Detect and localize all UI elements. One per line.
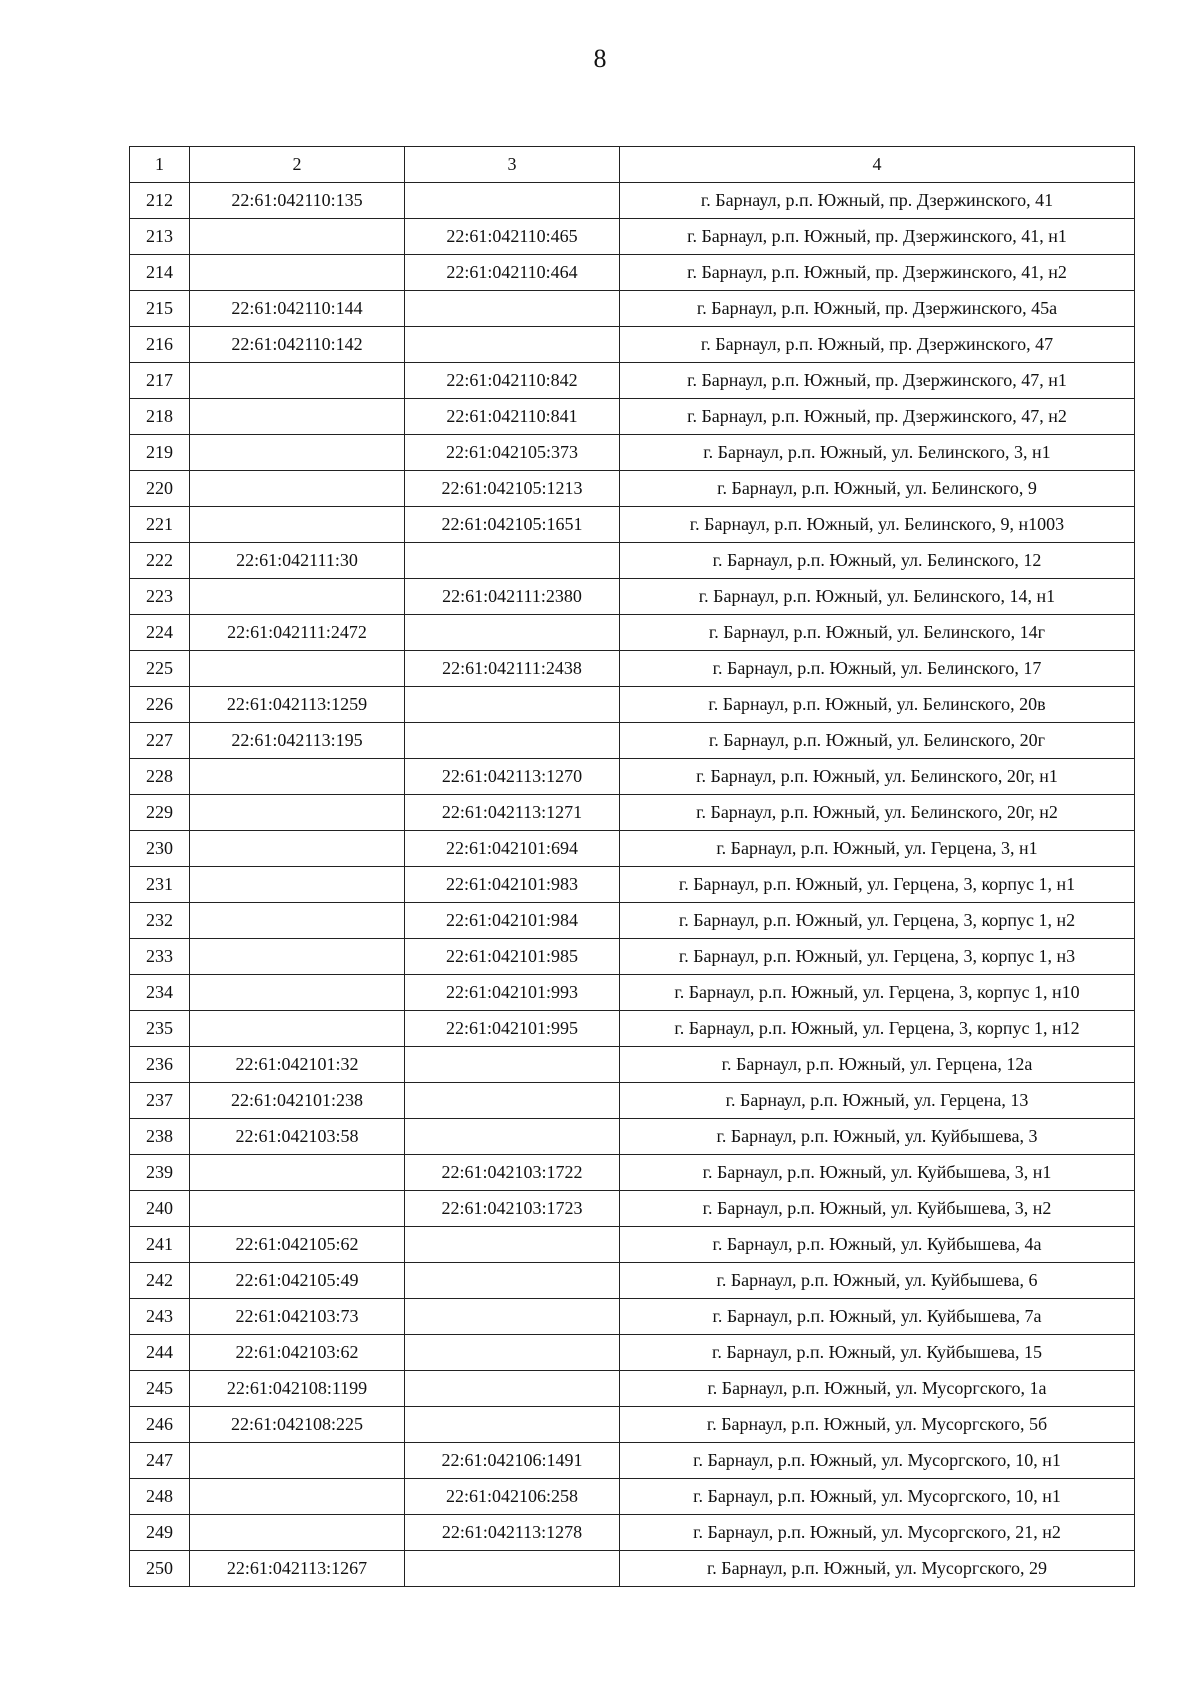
column-header-4: 4	[620, 147, 1135, 183]
table-row	[130, 795, 1135, 831]
table-row	[130, 939, 1135, 975]
table-row	[130, 759, 1135, 795]
table-row	[130, 1155, 1135, 1191]
table-row	[130, 255, 1135, 291]
premises-cadastral-cell: 22:61:042101:985	[405, 939, 620, 975]
row-number-cell: 244	[130, 1335, 190, 1371]
row-number-cell: 222	[130, 543, 190, 579]
premises-cadastral-cell	[405, 1407, 620, 1443]
row-number-cell: 231	[130, 867, 190, 903]
land-cadastral-cell: 22:61:042103:58	[190, 1119, 405, 1155]
row-number-cell: 212	[130, 183, 190, 219]
table-row	[130, 183, 1135, 219]
land-cadastral-cell	[190, 975, 405, 1011]
address-cell: г. Барнаул, р.п. Южный, ул. Мусоргского, 5б	[620, 1407, 1135, 1443]
premises-cadastral-cell	[405, 1227, 620, 1263]
row-number-cell: 228	[130, 759, 190, 795]
land-cadastral-cell	[190, 939, 405, 975]
address-cell: г. Барнаул, р.п. Южный, ул. Белинского, 9	[620, 471, 1135, 507]
address-cell: г. Барнаул, р.п. Южный, ул. Герцена, 13	[620, 1083, 1135, 1119]
premises-cadastral-cell	[405, 687, 620, 723]
land-cadastral-cell: 22:61:042110:142	[190, 327, 405, 363]
table-row	[130, 1443, 1135, 1479]
table-row	[130, 1083, 1135, 1119]
row-number-cell: 226	[130, 687, 190, 723]
address-cell: г. Барнаул, р.п. Южный, ул. Белинского, 14г	[620, 615, 1135, 651]
address-cell: г. Барнаул, р.п. Южный, ул. Куйбышева, 3, н1	[620, 1155, 1135, 1191]
row-number-cell: 249	[130, 1515, 190, 1551]
premises-cadastral-cell: 22:61:042105:1213	[405, 471, 620, 507]
premises-cadastral-cell	[405, 1551, 620, 1587]
row-number-cell: 215	[130, 291, 190, 327]
row-number-cell: 240	[130, 1191, 190, 1227]
table-row	[130, 651, 1135, 687]
address-cell: г. Барнаул, р.п. Южный, ул. Мусоргского, 10, н1	[620, 1479, 1135, 1515]
table-row	[130, 1299, 1135, 1335]
land-cadastral-cell	[190, 435, 405, 471]
premises-cadastral-cell: 22:61:042110:465	[405, 219, 620, 255]
row-number-cell: 238	[130, 1119, 190, 1155]
land-cadastral-cell: 22:61:042105:49	[190, 1263, 405, 1299]
land-cadastral-cell	[190, 1479, 405, 1515]
address-cell: г. Барнаул, р.п. Южный, ул. Мусоргского, 29	[620, 1551, 1135, 1587]
land-cadastral-cell	[190, 363, 405, 399]
page-number: 8	[593, 44, 607, 73]
row-number-cell: 234	[130, 975, 190, 1011]
table-row	[130, 723, 1135, 759]
address-cell: г. Барнаул, р.п. Южный, ул. Мусоргского, 10, н1	[620, 1443, 1135, 1479]
land-cadastral-cell: 22:61:042110:135	[190, 183, 405, 219]
column-header-1: 1	[130, 147, 190, 183]
address-cell: г. Барнаул, р.п. Южный, ул. Мусоргского, 1а	[620, 1371, 1135, 1407]
row-number-cell: 243	[130, 1299, 190, 1335]
column-number-row	[130, 147, 1135, 183]
table-row	[130, 1335, 1135, 1371]
premises-cadastral-cell	[405, 1119, 620, 1155]
address-cell: г. Барнаул, р.п. Южный, ул. Куйбышева, 3, н2	[620, 1191, 1135, 1227]
land-cadastral-cell: 22:61:042108:225	[190, 1407, 405, 1443]
address-cell: г. Барнаул, р.п. Южный, ул. Белинского, 20г, н2	[620, 795, 1135, 831]
row-number-cell: 236	[130, 1047, 190, 1083]
premises-cadastral-cell: 22:61:042113:1278	[405, 1515, 620, 1551]
land-cadastral-cell	[190, 867, 405, 903]
premises-cadastral-cell	[405, 1299, 620, 1335]
land-cadastral-cell	[190, 1443, 405, 1479]
premises-cadastral-cell: 22:61:042103:1722	[405, 1155, 620, 1191]
address-cell: г. Барнаул, р.п. Южный, ул. Белинского, 20в	[620, 687, 1135, 723]
row-number-cell: 214	[130, 255, 190, 291]
premises-cadastral-cell: 22:61:042110:841	[405, 399, 620, 435]
land-cadastral-cell	[190, 795, 405, 831]
premises-cadastral-cell: 22:61:042106:258	[405, 1479, 620, 1515]
premises-cadastral-cell	[405, 291, 620, 327]
premises-cadastral-cell	[405, 183, 620, 219]
row-number-cell: 225	[130, 651, 190, 687]
address-cell: г. Барнаул, р.п. Южный, ул. Герцена, 3, корпус 1, н12	[620, 1011, 1135, 1047]
premises-cadastral-cell	[405, 615, 620, 651]
table-row	[130, 1263, 1135, 1299]
land-cadastral-cell: 22:61:042105:62	[190, 1227, 405, 1263]
table-row	[130, 1047, 1135, 1083]
land-cadastral-cell	[190, 903, 405, 939]
table-row	[130, 1371, 1135, 1407]
row-number-cell: 221	[130, 507, 190, 543]
row-number-cell: 220	[130, 471, 190, 507]
row-number-cell: 217	[130, 363, 190, 399]
premises-cadastral-cell	[405, 327, 620, 363]
premises-cadastral-cell: 22:61:042111:2380	[405, 579, 620, 615]
table-row	[130, 1227, 1135, 1263]
land-cadastral-cell	[190, 507, 405, 543]
land-cadastral-cell	[190, 1191, 405, 1227]
address-cell: г. Барнаул, р.п. Южный, ул. Куйбышева, 6	[620, 1263, 1135, 1299]
premises-cadastral-cell: 22:61:042101:993	[405, 975, 620, 1011]
address-cell: г. Барнаул, р.п. Южный, ул. Белинского, 17	[620, 651, 1135, 687]
address-cell: г. Барнаул, р.п. Южный, пр. Дзержинского, 47, н1	[620, 363, 1135, 399]
table-row	[130, 831, 1135, 867]
address-cell: г. Барнаул, р.п. Южный, ул. Белинского, 3, н1	[620, 435, 1135, 471]
land-cadastral-cell	[190, 831, 405, 867]
land-cadastral-cell: 22:61:042101:32	[190, 1047, 405, 1083]
address-cell: г. Барнаул, р.п. Южный, ул. Герцена, 3, н1	[620, 831, 1135, 867]
table-row	[130, 867, 1135, 903]
land-cadastral-cell: 22:61:042111:30	[190, 543, 405, 579]
address-cell: г. Барнаул, р.п. Южный, ул. Герцена, 12а	[620, 1047, 1135, 1083]
table-row	[130, 1191, 1135, 1227]
premises-cadastral-cell	[405, 1371, 620, 1407]
address-cell: г. Барнаул, р.п. Южный, ул. Герцена, 3, корпус 1, н1	[620, 867, 1135, 903]
table-row	[130, 327, 1135, 363]
table-row	[130, 291, 1135, 327]
land-cadastral-cell: 22:61:042113:1267	[190, 1551, 405, 1587]
address-cell: г. Барнаул, р.п. Южный, ул. Куйбышева, 3	[620, 1119, 1135, 1155]
premises-cadastral-cell	[405, 1047, 620, 1083]
premises-cadastral-cell: 22:61:042101:694	[405, 831, 620, 867]
premises-cadastral-cell: 22:61:042113:1270	[405, 759, 620, 795]
land-cadastral-cell: 22:61:042113:1259	[190, 687, 405, 723]
premises-cadastral-cell	[405, 1083, 620, 1119]
row-number-cell: 242	[130, 1263, 190, 1299]
address-cell: г. Барнаул, р.п. Южный, ул. Герцена, 3, корпус 1, н3	[620, 939, 1135, 975]
land-cadastral-cell: 22:61:042111:2472	[190, 615, 405, 651]
premises-cadastral-cell	[405, 1263, 620, 1299]
row-number-cell: 216	[130, 327, 190, 363]
table-row	[130, 1119, 1135, 1155]
table-row	[130, 435, 1135, 471]
premises-cadastral-cell	[405, 543, 620, 579]
table-row	[130, 399, 1135, 435]
land-cadastral-cell: 22:61:042101:238	[190, 1083, 405, 1119]
table-row	[130, 975, 1135, 1011]
row-number-cell: 224	[130, 615, 190, 651]
address-cell: г. Барнаул, р.п. Южный, пр. Дзержинского, 47, н2	[620, 399, 1135, 435]
land-cadastral-cell	[190, 1515, 405, 1551]
table-row	[130, 1515, 1135, 1551]
row-number-cell: 245	[130, 1371, 190, 1407]
row-number-cell: 229	[130, 795, 190, 831]
address-cell: г. Барнаул, р.п. Южный, ул. Белинского, 12	[620, 543, 1135, 579]
land-cadastral-cell	[190, 1011, 405, 1047]
column-header-2: 2	[190, 147, 405, 183]
row-number-cell: 239	[130, 1155, 190, 1191]
address-cell: г. Барнаул, р.п. Южный, пр. Дзержинского, 41, н2	[620, 255, 1135, 291]
table-row	[130, 687, 1135, 723]
address-cell: г. Барнаул, р.п. Южный, пр. Дзержинского, 47	[620, 327, 1135, 363]
table-row	[130, 1011, 1135, 1047]
row-number-cell: 241	[130, 1227, 190, 1263]
column-header-3: 3	[405, 147, 620, 183]
address-cell: г. Барнаул, р.п. Южный, ул. Куйбышева, 15	[620, 1335, 1135, 1371]
property-registry-table	[129, 146, 1135, 1587]
row-number-cell: 250	[130, 1551, 190, 1587]
land-cadastral-cell: 22:61:042103:62	[190, 1335, 405, 1371]
premises-cadastral-cell: 22:61:042106:1491	[405, 1443, 620, 1479]
land-cadastral-cell: 22:61:042113:195	[190, 723, 405, 759]
address-cell: г. Барнаул, р.п. Южный, ул. Белинского, 20г	[620, 723, 1135, 759]
table-row	[130, 615, 1135, 651]
address-cell: г. Барнаул, р.п. Южный, ул. Герцена, 3, корпус 1, н2	[620, 903, 1135, 939]
row-number-cell: 233	[130, 939, 190, 975]
address-cell: г. Барнаул, р.п. Южный, ул. Белинского, 20г, н1	[620, 759, 1135, 795]
address-cell: г. Барнаул, р.п. Южный, ул. Мусоргского, 21, н2	[620, 1515, 1135, 1551]
table-row	[130, 507, 1135, 543]
table-row	[130, 1551, 1135, 1587]
row-number-cell: 237	[130, 1083, 190, 1119]
land-cadastral-cell	[190, 1155, 405, 1191]
premises-cadastral-cell: 22:61:042110:842	[405, 363, 620, 399]
premises-cadastral-cell: 22:61:042101:995	[405, 1011, 620, 1047]
address-cell: г. Барнаул, р.п. Южный, ул. Белинского, 14, н1	[620, 579, 1135, 615]
row-number-cell: 230	[130, 831, 190, 867]
row-number-cell: 219	[130, 435, 190, 471]
row-number-cell: 235	[130, 1011, 190, 1047]
row-number-cell: 246	[130, 1407, 190, 1443]
land-cadastral-cell: 22:61:042108:1199	[190, 1371, 405, 1407]
premises-cadastral-cell: 22:61:042110:464	[405, 255, 620, 291]
table-row	[130, 543, 1135, 579]
premises-cadastral-cell: 22:61:042111:2438	[405, 651, 620, 687]
table-row	[130, 363, 1135, 399]
row-number-cell: 247	[130, 1443, 190, 1479]
land-cadastral-cell	[190, 471, 405, 507]
premises-cadastral-cell: 22:61:042105:373	[405, 435, 620, 471]
land-cadastral-cell	[190, 759, 405, 795]
premises-cadastral-cell: 22:61:042105:1651	[405, 507, 620, 543]
table-row	[130, 1479, 1135, 1515]
address-cell: г. Барнаул, р.п. Южный, ул. Белинского, 9, н1003	[620, 507, 1135, 543]
row-number-cell: 227	[130, 723, 190, 759]
address-cell: г. Барнаул, р.п. Южный, пр. Дзержинского, 45а	[620, 291, 1135, 327]
premises-cadastral-cell: 22:61:042101:983	[405, 867, 620, 903]
table-row	[130, 219, 1135, 255]
row-number-cell: 213	[130, 219, 190, 255]
premises-cadastral-cell: 22:61:042101:984	[405, 903, 620, 939]
premises-cadastral-cell: 22:61:042113:1271	[405, 795, 620, 831]
row-number-cell: 223	[130, 579, 190, 615]
row-number-cell: 248	[130, 1479, 190, 1515]
premises-cadastral-cell	[405, 723, 620, 759]
row-number-cell: 218	[130, 399, 190, 435]
land-cadastral-cell	[190, 399, 405, 435]
row-number-cell: 232	[130, 903, 190, 939]
table-row	[130, 579, 1135, 615]
land-cadastral-cell	[190, 651, 405, 687]
land-cadastral-cell	[190, 579, 405, 615]
land-cadastral-cell: 22:61:042110:144	[190, 291, 405, 327]
table-row	[130, 903, 1135, 939]
address-cell: г. Барнаул, р.п. Южный, ул. Куйбышева, 7а	[620, 1299, 1135, 1335]
land-cadastral-cell: 22:61:042103:73	[190, 1299, 405, 1335]
land-cadastral-cell	[190, 219, 405, 255]
address-cell: г. Барнаул, р.п. Южный, пр. Дзержинского, 41, н1	[620, 219, 1135, 255]
address-cell: г. Барнаул, р.п. Южный, ул. Куйбышева, 4а	[620, 1227, 1135, 1263]
land-cadastral-cell	[190, 255, 405, 291]
table-row	[130, 1407, 1135, 1443]
table-body	[130, 183, 1135, 1587]
address-cell: г. Барнаул, р.п. Южный, пр. Дзержинского, 41	[620, 183, 1135, 219]
premises-cadastral-cell	[405, 1335, 620, 1371]
table-row	[130, 471, 1135, 507]
address-cell: г. Барнаул, р.п. Южный, ул. Герцена, 3, корпус 1, н10	[620, 975, 1135, 1011]
premises-cadastral-cell: 22:61:042103:1723	[405, 1191, 620, 1227]
